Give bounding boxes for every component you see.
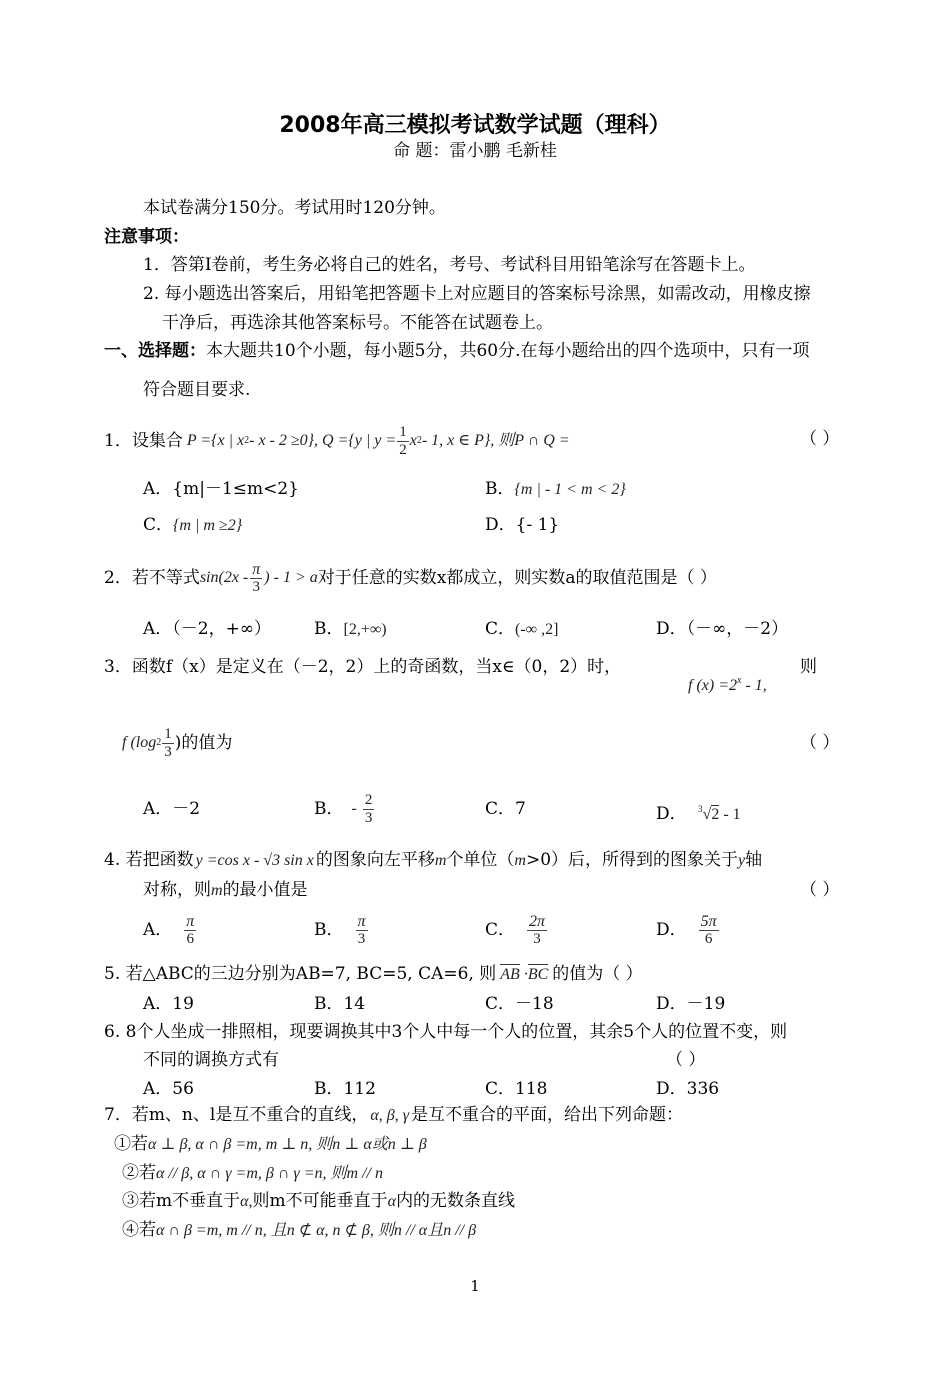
q1-expr-a: P ={x | x [186,432,245,449]
q7-line1b: 是互不重合的平面，给出下列命题： [411,1105,683,1125]
q1-option-b-label: B． [485,479,515,499]
q4-option-b-den: 3 [357,930,366,947]
q1-lead: 1．设集合 [104,431,183,451]
q5-tail: 的值为（ ） [552,964,643,984]
q4-text1: 的图象向左平移 [315,850,435,870]
q1-half-num: 1 [399,423,407,440]
q1-option-b-expr: {m | - 1 < m < 2} [514,481,626,498]
question-2 [104,555,717,601]
q3-fx-exp: x [737,675,742,686]
q7-intro [104,1104,683,1127]
q1-answer-bracket: （ ） [800,429,840,449]
q3-fx: f (x) =2 [688,677,737,694]
q3-option-d-label: D． [656,804,687,824]
q4-answer-bracket: （ ） [800,880,840,900]
q3-three: 3 [164,743,172,760]
question-1 [104,418,570,464]
q2-text: 对于任意的实数x都成立，则实数a的取值范围是（ ） [317,568,717,588]
q2-pi: π [252,560,261,578]
q7-p2-expr: α // β, α ∩ γ =m, β ∩ γ =n, 则m // n [156,1165,383,1182]
q3-then: 则 [800,657,817,677]
q3-third-fraction [162,726,174,761]
q4-option-c-num: 2π [529,912,546,930]
question-5 [104,963,643,986]
q3-line2 [122,720,232,766]
q7-proposition-2 [122,1162,383,1185]
q4-option-c [485,908,547,952]
q3-option-b-minus: - [351,800,357,817]
q2-pi-fraction [250,561,262,596]
q4-lead: 4. 若把函数 [104,850,194,870]
q4-option-c-fraction [527,913,547,948]
exam-title: 2008年高三模拟考试数学试题（理科） [279,113,671,138]
q3-option-d-tail: - 1 [719,806,741,823]
q2-option-a: A．（－2，+∞） [143,619,271,639]
q4-option-b-label: B． [314,920,344,940]
q6-line2: 不同的调换方式有 [143,1050,279,1070]
q4-line2a: 对称，则 [143,880,211,900]
q5-vector-ab: AB [500,966,520,983]
q7-p1-expr: α ⊥ β, α ∩ β =m, m ⊥ n, 则n ⊥ α或n ⊥ β [148,1136,427,1153]
q3-option-d [656,798,741,826]
q3-option-d-index: 3 [698,804,703,814]
question-4 [104,849,762,872]
q7-p1-mark: ①若 [114,1134,148,1154]
section-1-text: 本大题共10个小题，每小题5分，共60分.在每小题给出的四个选项中，只有一项 [206,341,810,361]
q7-p4-mark: ④若 [122,1220,156,1240]
q2-option-c-label: C． [485,619,516,639]
q3-answer-bracket: （ ） [800,733,840,753]
notice-item-2-line2: 干净后，再选涂其他答案标号。不能答在试题卷上。 [162,313,553,333]
q7-proposition-4 [122,1219,476,1242]
q3-option-b [314,786,374,832]
q3-f-log: f (log [122,734,157,751]
q6-option-b: B．112 [314,1079,376,1099]
q7-p3-alpha2: α [387,1193,397,1210]
q7-p4-expr: α ∩ β =m, m // n, 且n ⊄ α, n ⊄ β, 则n // α且n // β [156,1222,477,1239]
q7-proposition-3 [122,1190,515,1213]
q2-option-d: D．（－∞，－2） [656,619,789,639]
q4-line2-m: m [211,882,223,899]
q3-option-b-label: B． [314,799,344,819]
q3-option-b-num: 2 [364,791,373,808]
q3-one: 1 [164,725,172,742]
q7-p3-alpha: α, [240,1193,253,1210]
q5-text: 5. 若△ABC的三边分别为AB=7, BC=5, CA=6, 则 [104,964,497,984]
page-number: 1 [470,1277,480,1295]
q7-line1a: 7．若m、n、l是互不重合的直线， [104,1105,369,1125]
q2-expr-a: sin(2x - [199,569,249,586]
q1-option-d: D．{- 1} [485,515,560,535]
q3-option-b-fraction [363,792,375,827]
q1-half-fraction [397,424,409,459]
q7-p3-tail: 内的无数条直线 [396,1191,516,1211]
q5-option-d: D．－19 [656,994,726,1014]
q4-text2: 个单位（ [446,850,515,870]
q5-option-a: A．19 [143,994,194,1014]
q4-option-c-label: C． [485,920,516,940]
q5-option-c: C．－18 [485,994,554,1014]
q7-p2-mark: ②若 [122,1163,156,1183]
q4-option-b-fraction [356,913,368,948]
q1-option-c [143,514,242,537]
q4-line2b: 的最小值是 [222,880,308,900]
q6-answer-bracket: （ ） [666,1050,706,1070]
q4-y: y [738,852,746,869]
q4-option-d-num: 5π [700,912,717,930]
q2-option-c [485,618,558,641]
q2-option-b-label: B． [314,619,344,639]
section-1-text-line2: 符合题目要求. [143,380,251,400]
q4-expr: y =cos x - √3 sin x [195,852,314,869]
section-1-heading [104,340,809,362]
q4-option-c-den: 3 [533,930,541,947]
q4-option-a-den: 6 [186,930,195,947]
q1-expr-b: - x - 2 ≥0}, Q ={y | y = [249,432,397,449]
notice-item-2-line1: 2. 每小题选出答案后，用铅笔把答题卡上对应题目的答案标号涂黑，如需改动，用橡皮擦 [143,284,811,304]
q4-option-b [314,908,368,952]
q3-fx-tail: - 1, [741,677,767,694]
q3-text: 3．函数f（x）是定义在（－2，2）上的奇函数，当x∈（0，2）时， [104,657,622,677]
q1-expr-d: - 1, x ∈ P}, 则P ∩ Q = [421,432,570,449]
q2-three: 3 [252,578,261,595]
q2-expr-b: ) - 1 > a [264,569,318,586]
exam-intro: 本试卷满分150分。考试用时120分钟。 [143,198,446,218]
q4-option-d-label: D． [656,920,687,940]
q1-square: 2 [244,435,250,446]
notice-item-1: 1．答第I卷前，考生务必将自己的姓名，考号、考试科目用铅笔涂写在答题卡上。 [143,255,756,275]
q3-option-d-radical-sign: √ [702,806,712,823]
q1-option-c-expr: {m | m ≥2} [173,517,243,534]
q6-option-d: D．336 [656,1079,720,1099]
q3-log-base: 2 [156,737,162,748]
q7-p3-mark: ③若m不垂直于 [122,1191,241,1211]
q4-option-d-fraction [699,913,719,948]
q1-expr-c: x [409,432,417,449]
q1-option-c-label: C． [143,515,174,535]
q6-option-c: C．118 [485,1079,548,1099]
q4-option-d-den: 6 [704,930,713,947]
q5-dot: · [519,966,528,983]
q4-option-b-num: π [357,912,366,930]
q2-option-b [314,618,387,641]
section-1-label: 一、选择题： [104,341,206,361]
q7-proposition-1 [114,1133,427,1156]
q1-option-a: A．{m|－1≤m<2} [143,479,299,499]
q4-text3: >0）后，所得到的图象关于 [525,850,739,870]
q3-tail: )的值为 [174,733,233,753]
q4-option-a-num: π [186,912,195,930]
q3-option-a: A．－2 [143,799,201,819]
q4-m: m [434,852,447,869]
q2-lead: 2．若不等式 [104,568,200,588]
q1-option-b [485,478,626,501]
q4-option-a-label: A． [143,920,173,940]
q4-m2: m [514,852,526,869]
q4-option-a [143,908,196,952]
q4-line2 [143,879,308,902]
exam-authors: 命 题：雷小鹏 毛新桂 [393,141,557,161]
q7-greek-planes: α, β, γ [370,1107,409,1124]
q3-option-d-radicand: 2 [711,806,720,823]
q3-function [688,670,767,697]
q3-option-b-den: 3 [364,809,373,826]
q1-half-den: 2 [399,441,407,458]
q5-option-b: B．14 [314,994,366,1014]
notice-heading: 注意事项： [104,227,189,247]
q5-vector-bc: BC [527,966,549,983]
q1-square-2: 2 [416,435,422,446]
q6-line1: 6. 8个人坐成一排照相，现要调换其中3个人中每一个人的位置，其余5个人的位置不变，则 [104,1022,788,1042]
q4-option-d [656,908,719,952]
q2-option-b-expr: [2,+∞) [343,621,387,638]
q6-option-a: A．56 [143,1079,194,1099]
q7-p3-mid: 则m不可能垂直于 [252,1191,388,1211]
q4-text4: 轴 [745,850,763,870]
q4-option-a-fraction [184,913,196,948]
q2-option-c-expr: (-∞ ,2] [515,621,559,638]
q3-option-c: C．7 [485,799,526,819]
